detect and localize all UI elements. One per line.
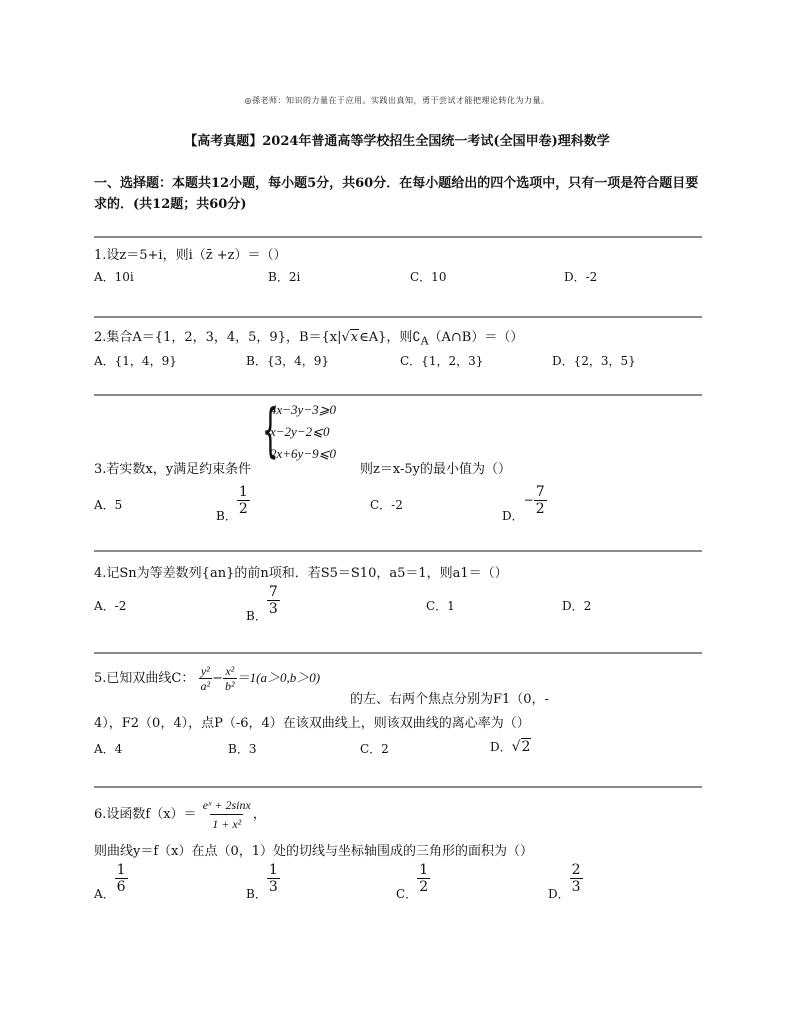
- q4-option-b[interactable]: B． $\frac{7}{3}$: [246, 584, 278, 623]
- q2-option-b[interactable]: B．{3，4，9}: [246, 354, 329, 368]
- question-2-stem: 2.集合A＝{1，2，3，4，5，9}，B＝{x|√x∈A}，则$∁_A(A\cap B)=()$: [94, 330, 524, 348]
- question-divider: [94, 236, 702, 238]
- q6-option-c[interactable]: C． $\frac{1}{2}$: [396, 862, 429, 901]
- motto-text: ◎孫老师：知识的力量在于应用。实践出真知，勇于尝试才能把理论转化为力量。: [244, 96, 550, 105]
- q6-option-b[interactable]: B． $\frac{1}{3}$: [246, 862, 278, 901]
- page-title: 【高考真题】2024年普通高等学校招生全国统一考试(全国甲卷)理科数学: [184, 134, 610, 149]
- question-3-stem: 3.若实数x，y满足约束条件: [94, 462, 252, 477]
- question-4-stem: 4.记Sn为等差数列{an}的前n项和．若S5＝S10，a5＝1，则a1＝（）: [94, 566, 508, 581]
- question-5-stem: 5.已知双曲线C： $\frac{\text{y²}}{\text{a²}}$ − $\frac{\text{x²}}{\text{b²}}$ ＝1(a＞0,b＞0): [94, 664, 321, 693]
- question-divider: [94, 394, 702, 396]
- question-divider: [94, 550, 702, 552]
- q5-option-a[interactable]: A．4: [94, 742, 123, 756]
- q3-option-b[interactable]: B． $\frac{1}{2}$: [216, 484, 248, 523]
- q4-option-d[interactable]: D．2: [562, 599, 592, 613]
- section-heading: 一、选择题：本题共12小题，每小题5分，共60分．在每小题给出的四个选项中，只有一项是符合题目要求的．(共12题；共60分): [94, 176, 699, 212]
- question-divider: [94, 786, 702, 788]
- q2-option-d[interactable]: D．{2，3，5}: [552, 354, 636, 368]
- constraint-system: { 4x−3y−3⩾0 x−2y−2⩽0 2x+6y−9⩽0: [262, 396, 336, 464]
- q3-option-a[interactable]: A．5: [94, 498, 123, 512]
- q5-option-c[interactable]: C．2: [360, 742, 389, 756]
- question-5-line2: 4），F2（0，4），点P（-6，4）在该双曲线上，则该双曲线的离心率为（）: [94, 716, 530, 731]
- q3-option-c[interactable]: C．-2: [370, 498, 403, 512]
- q5-option-b[interactable]: B．3: [228, 742, 257, 756]
- question-6-line2: 则曲线y＝f（x）在点（0，1）处的切线与坐标轴围成的三角形的面积为（）: [94, 844, 534, 859]
- question-5-stem-tail: 的左、右两个焦点分别为F1（0，-: [350, 692, 549, 707]
- q6-option-d[interactable]: D． $\frac{2}{3}$: [548, 862, 581, 901]
- q3-option-d[interactable]: D．− $\frac{7}{2}$: [502, 484, 545, 523]
- q1-option-b[interactable]: B．2i: [268, 270, 301, 284]
- q1-option-c[interactable]: C．10: [410, 270, 447, 284]
- q5-option-d[interactable]: D．√2: [490, 739, 531, 755]
- question-divider: [94, 316, 702, 318]
- q1-option-d[interactable]: D．-2: [564, 270, 598, 284]
- q4-option-a[interactable]: A．-2: [94, 599, 127, 613]
- question-3-stem-tail: 则z＝x-5y的最小值为（）: [360, 462, 511, 477]
- q2-option-c[interactable]: C．{1，2，3}: [400, 354, 484, 368]
- q4-option-c[interactable]: C．1: [426, 599, 455, 613]
- q6-option-a[interactable]: A． $\frac{1}{6}$: [94, 862, 126, 901]
- q2-option-a[interactable]: A．{1，4，9}: [94, 354, 177, 368]
- question-divider: [94, 652, 702, 654]
- sqrt-symbol: √x: [341, 330, 359, 345]
- question-1-stem: 1.设z＝5+i，则i（z̄ +z）＝（）: [94, 248, 287, 263]
- q1-option-a[interactable]: A．10i: [94, 270, 134, 284]
- question-6-stem: 6.设函数f（x）＝ $\frac{\text{eˣ + 2sinx}}{\text{1 + x²}}$ ，: [94, 798, 266, 831]
